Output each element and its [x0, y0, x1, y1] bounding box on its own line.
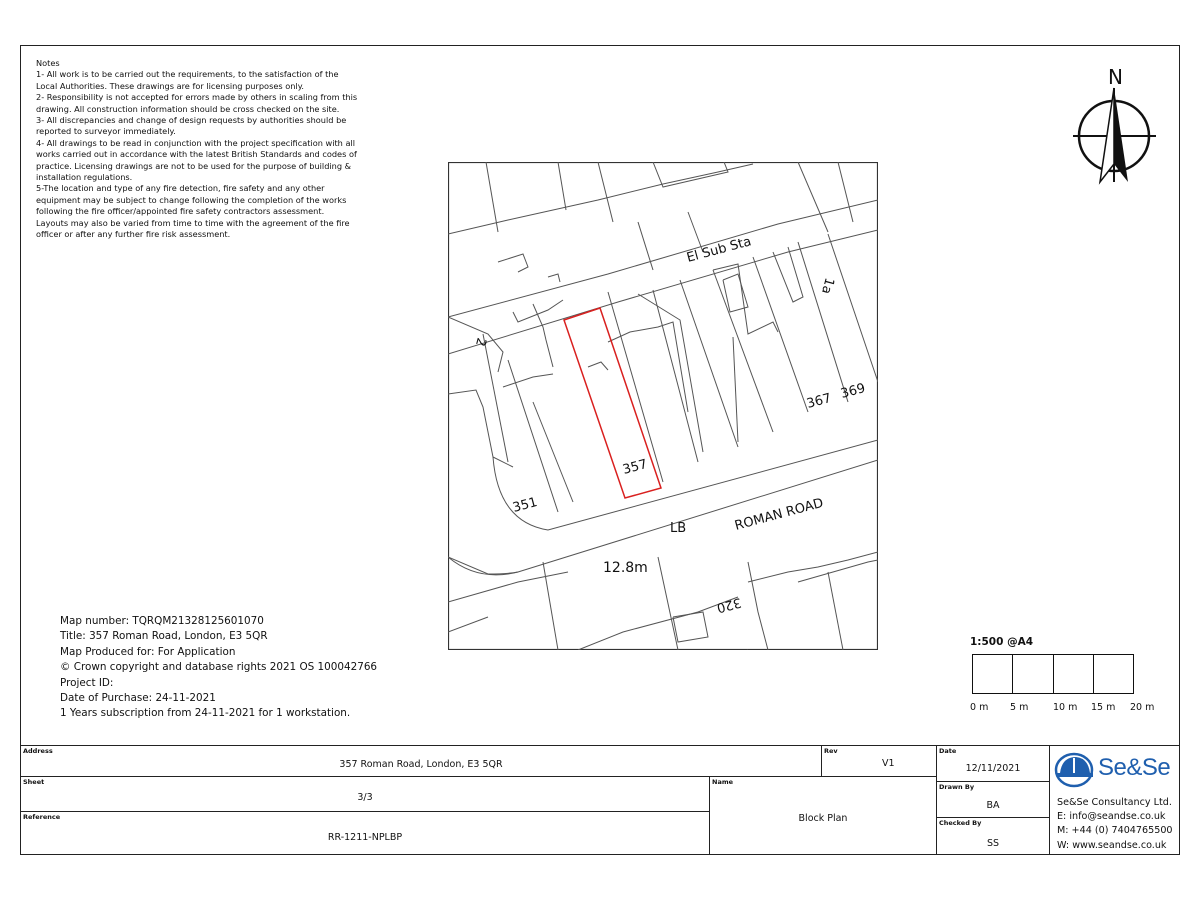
company-name: Se&Se Consultancy Ltd. [1057, 797, 1172, 808]
notes-line: works carried out in accordance with the latest British Standards and codes of [36, 149, 357, 160]
label-plot-1a: 1a [817, 275, 837, 296]
name-value: Block Plan [798, 813, 848, 824]
sheet-caption: Sheet [23, 778, 45, 786]
notes-line: 5-The location and type of any fire detection, fire safety and any other [36, 183, 325, 194]
scale-tick: 5 m [1010, 702, 1029, 713]
notes-line: reported to surveyor immediately. [36, 126, 176, 137]
map-info-block [60, 614, 377, 722]
map-info-line: Title: 357 Roman Road, London, E3 5QR [60, 630, 268, 643]
notes-line: 2- Responsibility is not accepted for errors made by others in scaling from this [36, 92, 358, 103]
scale-segment [973, 655, 1013, 693]
label-lb: LB [670, 521, 687, 536]
map-linework-detail [588, 362, 608, 370]
notes-line: Notes [36, 58, 60, 68]
label-height: 12.8m [603, 560, 648, 576]
name-cell [709, 776, 937, 855]
map-info-line: Map Produced for: For Application [60, 645, 236, 658]
drawn-by-cell [936, 781, 1050, 818]
name-caption: Name [712, 778, 734, 786]
label-plot-367: 367 [805, 390, 834, 412]
address-caption: Address [23, 747, 53, 755]
rev-cell [821, 745, 937, 777]
scale-bar-block [970, 636, 1170, 716]
label-plot-351: 351 [511, 494, 540, 516]
notes-line: installation regulations. [36, 172, 133, 183]
hard-hat-icon [1052, 749, 1098, 791]
company-contact [1057, 796, 1173, 853]
label-plot-320: 320 [714, 594, 743, 616]
notes-line: practice. Licensing drawings are not to be used for the purpose of building & [36, 160, 352, 171]
scale-tick: 0 m [970, 702, 989, 713]
checked-by-value: SS [986, 838, 1000, 849]
scale-segment [1094, 655, 1133, 693]
sheet-cell [20, 776, 710, 812]
notes-line: equipment may be subject to change following the completion of the works [36, 194, 347, 205]
date-value: 12/11/2021 [965, 763, 1021, 774]
label-plot-2: 2 [471, 335, 489, 348]
scale-bar [972, 654, 1134, 694]
site-map-drawing [448, 162, 878, 650]
notes-line: following the fire officer/appointed fire safety contractors assessment. [36, 206, 325, 217]
scale-segment [1054, 655, 1094, 693]
scale-segment [1013, 655, 1053, 693]
notes-block [36, 58, 386, 241]
sheet-value: 3/3 [357, 792, 373, 803]
map-info-line: 1 Years subscription from 24-11-2021 for 1 workstation. [60, 707, 351, 720]
notes-line: 4- All drawings to be read in conjunction with the project specification with all [36, 137, 356, 148]
checked-by-cell [936, 817, 1050, 855]
company-website: W: www.seandse.co.uk [1057, 839, 1167, 851]
notes-line: 1- All work is to be carried out the requirements, to the satisfaction of the [36, 69, 339, 80]
label-plot-369: 369 [839, 380, 868, 402]
scale-ticks [970, 702, 1170, 716]
north-arrow-icon [1068, 64, 1162, 188]
map-info-line: Project ID: [60, 676, 114, 689]
reference-caption: Reference [23, 813, 61, 821]
address-cell [20, 745, 822, 777]
reference-value: RR-1211-NPLBP [327, 832, 403, 843]
company-phone: M: +44 (0) 7404765500 [1057, 825, 1173, 837]
map-info-line: Map number: TQRQM21328125601070 [60, 615, 264, 627]
company-logo [1050, 747, 1178, 793]
date-cell [936, 745, 1050, 782]
reference-cell [20, 811, 710, 855]
title-block [20, 745, 1180, 855]
rev-value: V1 [882, 758, 895, 769]
company-email: E: info@seandse.co.uk [1057, 811, 1166, 823]
notes-line: officer or after any further fire risk assessment. [36, 229, 231, 240]
rev-caption: Rev [824, 747, 838, 755]
scale-tick: 10 m [1053, 702, 1078, 713]
logo-text: Se&Se [1098, 754, 1171, 781]
north-arrow [1068, 64, 1162, 188]
map-info-line: Date of Purchase: 24-11-2021 [60, 692, 216, 705]
drawn-by-value: BA [986, 800, 1000, 811]
date-caption: Date [939, 747, 957, 755]
label-plot-357: 357 [621, 456, 650, 478]
notes-line: drawing. All construction information should be cross checked on the site. [36, 103, 340, 114]
label-el-sub-sta: El Sub Sta [685, 234, 753, 266]
notes-line: 3- All discrepancies and change of design requests by authorities should be [36, 115, 347, 126]
site-map [448, 162, 878, 650]
address-value: 357 Roman Road, London, E3 5QR [339, 759, 503, 770]
north-label: N [1108, 65, 1123, 89]
label-roman-road: ROMAN ROAD [733, 495, 826, 534]
scale-tick: 15 m [1091, 702, 1116, 713]
notes-line: Local Authorities. These drawings are for licensing purposes only. [36, 80, 304, 91]
drawn-by-caption: Drawn By [939, 783, 975, 791]
checked-by-caption: Checked By [939, 819, 982, 827]
scale-title: 1:500 @A4 [970, 636, 1034, 648]
scale-tick: 20 m [1130, 702, 1155, 713]
map-info-line: © Crown copyright and database rights 2021 OS 100042766 [60, 661, 378, 674]
notes-line: Layouts may also be varied from time to time with the agreement of the fire [36, 217, 350, 228]
